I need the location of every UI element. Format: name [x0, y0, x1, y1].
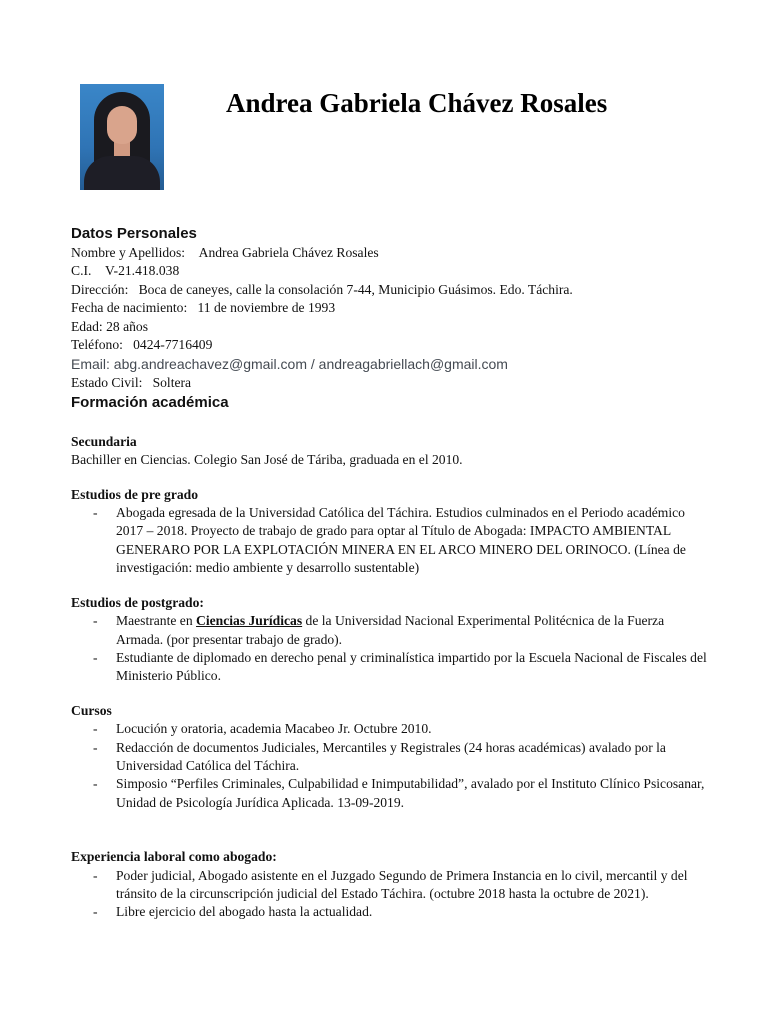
list-item: - Libre ejercicio del abogado hasta la actualidad. [71, 903, 711, 921]
list-item: - Simposio “Perfiles Criminales, Culpabilidad e Inimputabilidad”, avalado por el Instituto Clínico Psicosanar, Unidad de Psicología Jurídica Aplicada. 13-09-2019. [71, 775, 711, 812]
courses-title: Cursos [71, 702, 112, 718]
name-label: Nombre y Apellidos: [71, 245, 186, 260]
address-row [71, 281, 711, 299]
pregrado-title: Estudios de pre grado [71, 486, 199, 502]
postgrado-item-emphasis: Ciencias Jurídicas [196, 613, 303, 629]
list-item: - Abogada egresada de la Universidad Católica del Táchira. Estudios culminados en el Periodo académico 2017 – 2018. Proyecto de trabajo de grado para optar al Título de Abogada: IMPACTO AMBIENTAL GENERARO POR LA EXPLOTACIÓN MINERA EN EL ARCO MINERO DEL ORINOCO. (Línea de investigación: medio ambiente y desarrollo sustentable) [71, 504, 711, 578]
civil-label: Estado Civil: [71, 375, 143, 391]
postgrado-title: Estudios de postgrado: [71, 594, 204, 610]
phone-value: 0424-7716409 [133, 337, 213, 353]
experience-list [71, 867, 711, 922]
pregrado-list [71, 504, 711, 578]
birth-label: Fecha de nacimiento: [71, 300, 188, 316]
address-label: Dirección: [71, 281, 129, 297]
list-item: - Estudiante de diplomado en derecho penal y criminalística impartido por la Escuela Nacional de Fiscales del Ministerio Público. [71, 649, 711, 686]
experience-title: Experiencia laboral como abogado: [71, 849, 277, 865]
cv-body [71, 224, 711, 922]
postgrado-list [71, 612, 711, 686]
email-row: Email: abg.andreachavez@gmail.com / andreagabriellach@gmail.com [71, 356, 508, 373]
address-value: Boca de caneyes, calle la consolación 7-44, Municipio Guásimos. Edo. Táchira. [138, 281, 573, 297]
education-title: Formación académica [71, 393, 229, 411]
name-row [71, 244, 711, 262]
postgrado-item-pre: Maestrante en [116, 613, 197, 629]
list-item: - Poder judicial, Abogado asistente en el Juzgado Segundo de Primera Instancia en lo civil, mercantil y del tránsito de la circunscripción judicial del Estado Táchira. (octubre 2018 hasta la octubre de 2021). [71, 867, 711, 904]
cv-name-heading: Andrea Gabriela Chávez Rosales [226, 88, 608, 118]
ci-row [71, 262, 711, 280]
name-value: Andrea Gabriela Chávez Rosales [198, 245, 379, 260]
list-item [71, 612, 711, 649]
personal-data-title: Datos Personales [71, 225, 197, 242]
birth-row [71, 299, 711, 317]
civil-row [71, 374, 711, 392]
list-item: - Locución y oratoria, academia Macabeo Jr. Octubre 2010. [71, 720, 711, 738]
postgrado-item-post: de la Universidad Nacional Experimental Politécnica de la Fuerza Armada. (por presentar trabajo de grado). [116, 613, 665, 647]
ci-value: V-21.418.038 [104, 263, 180, 279]
birth-value: 11 de noviembre de 1993 [197, 300, 336, 316]
phone-label: Teléfono: [71, 337, 123, 353]
phone-row [71, 336, 711, 354]
courses-list [71, 720, 711, 812]
secundaria-title: Secundaria [71, 433, 137, 449]
age-row: Edad: 28 años [71, 318, 149, 334]
profile-photo [80, 84, 164, 190]
list-item: - Redacción de documentos Judiciales, Mercantiles y Registrales (24 horas académicas) avalado por la Universidad Católica del Táchira. [71, 739, 711, 776]
ci-label: C.I. [71, 263, 92, 279]
secundaria-text: Bachiller en Ciencias. Colegio San José de Táriba, graduada en el 2010. [71, 452, 463, 468]
civil-value: Soltera [152, 375, 192, 391]
